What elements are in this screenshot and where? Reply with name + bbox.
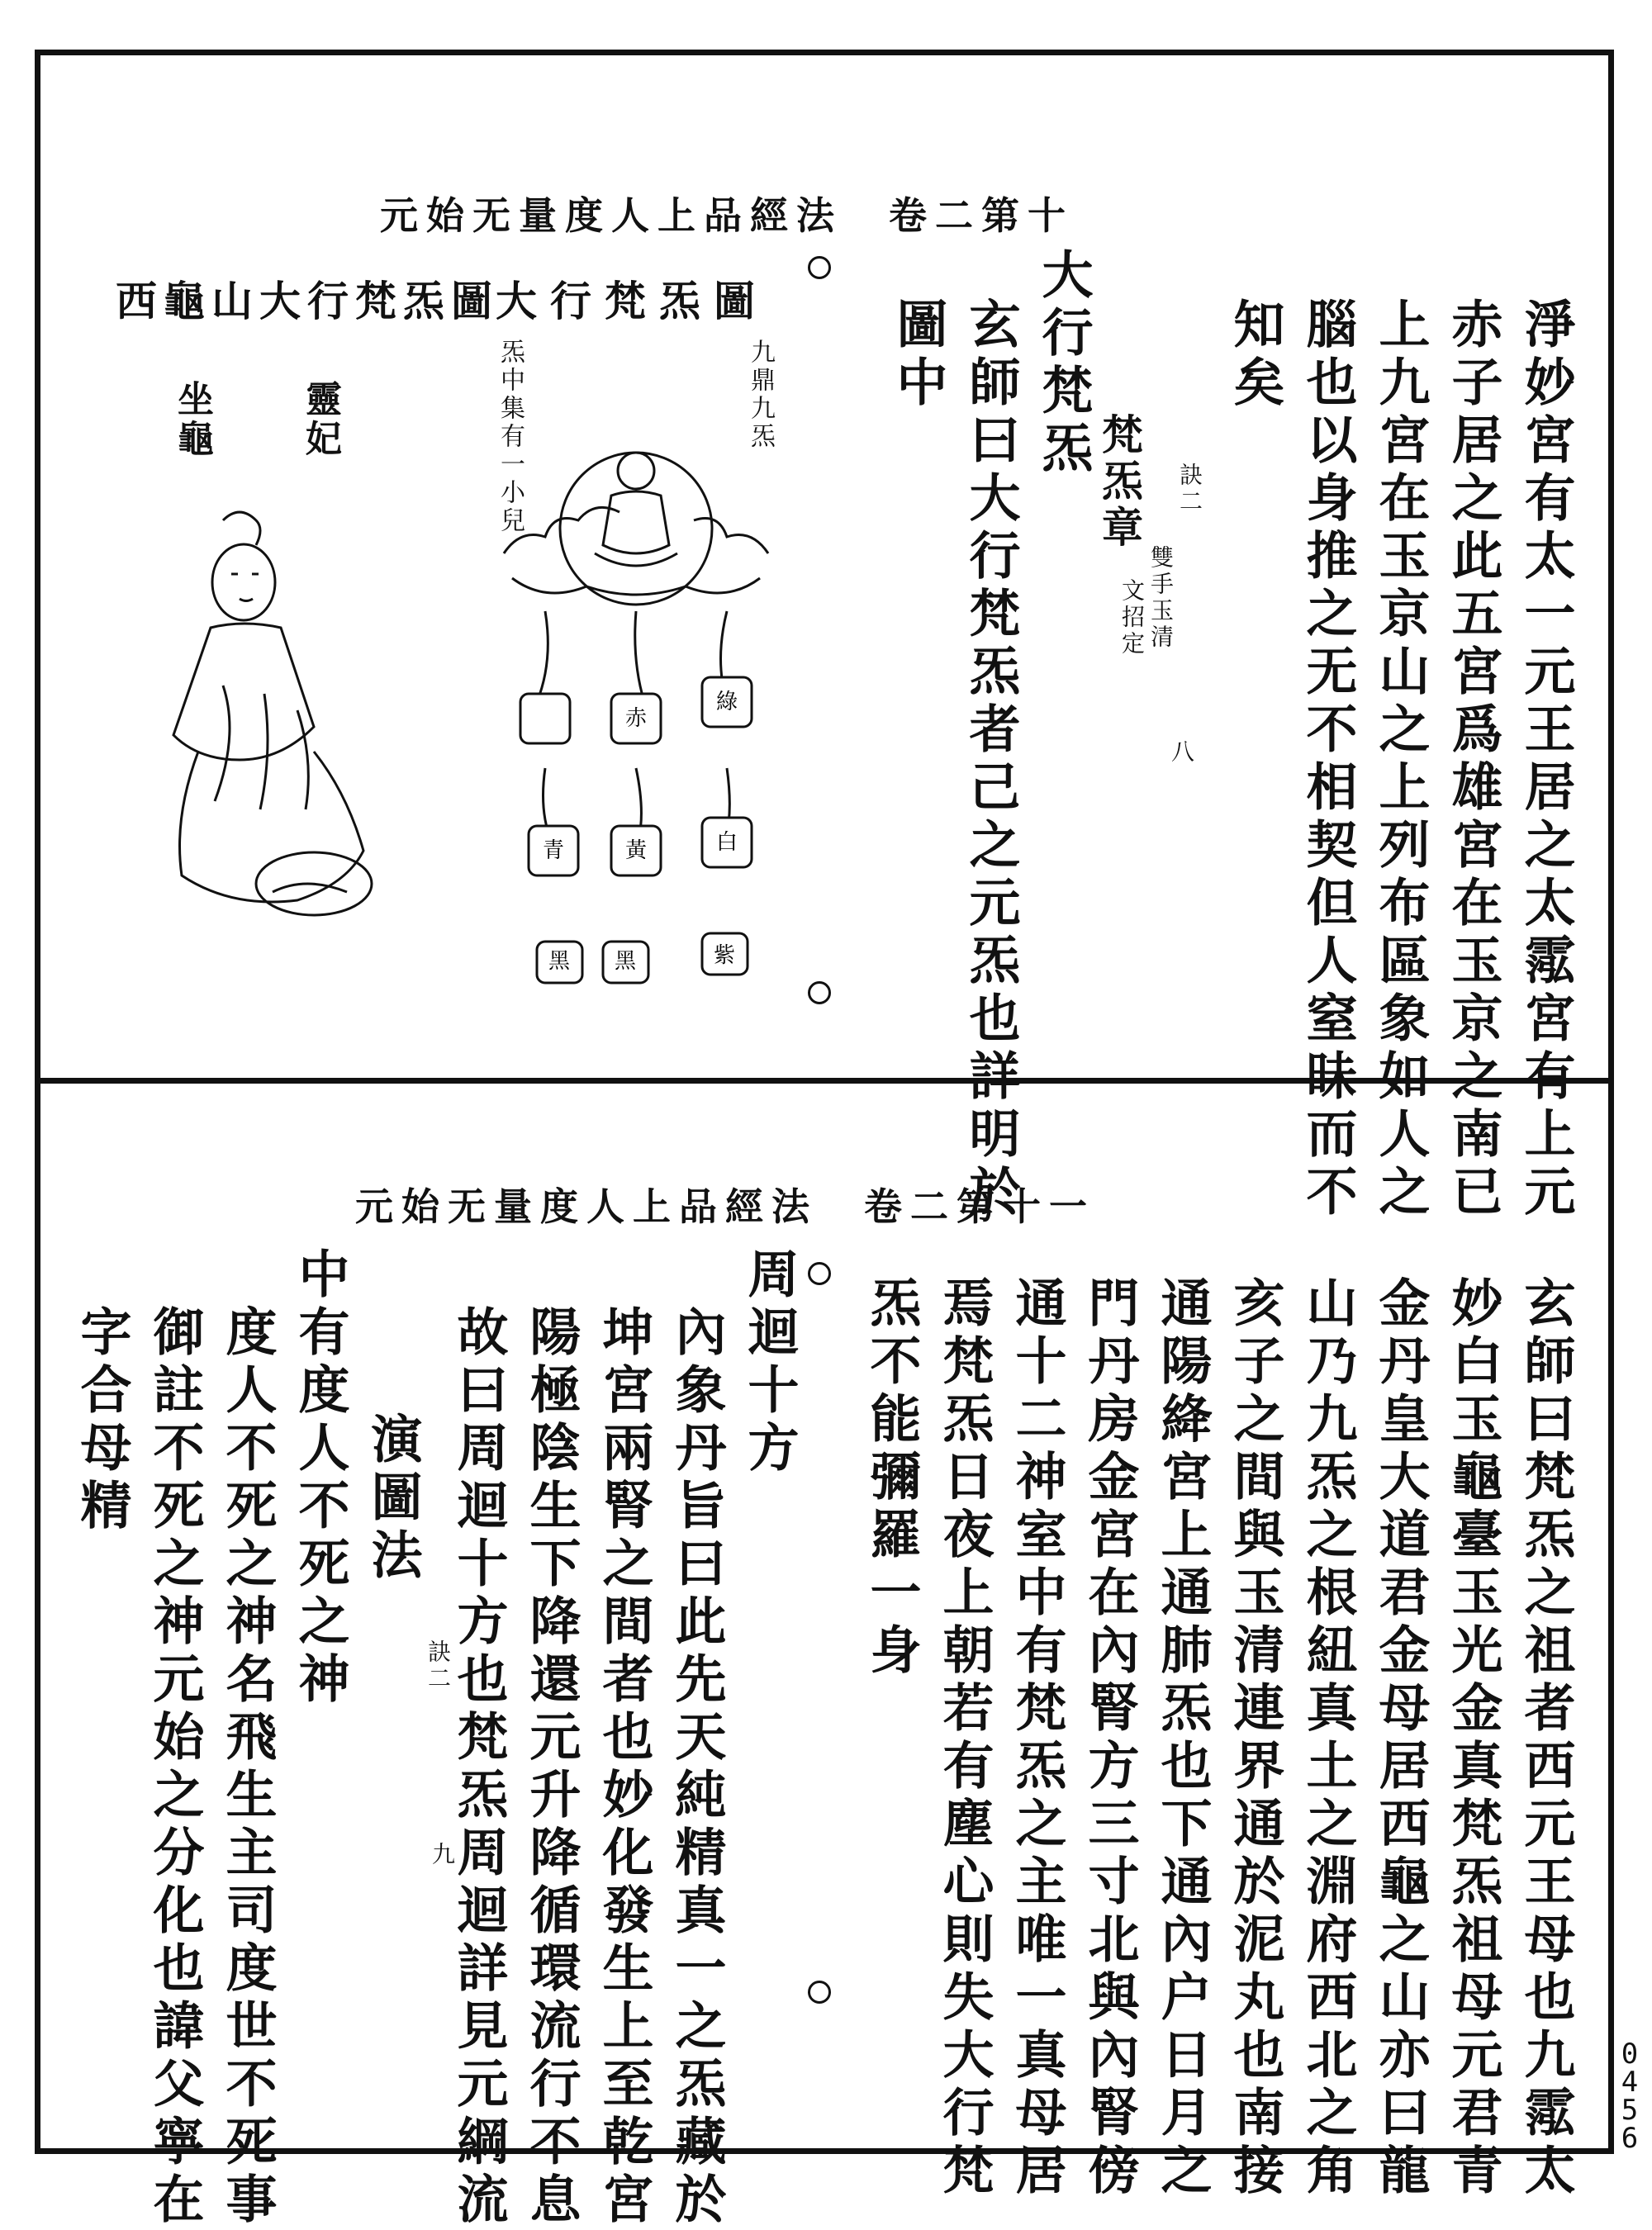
bottom-text-column: 金丹皇大道君金母居西龜之山亦曰龍 xyxy=(1370,1276,1431,2201)
top-text-column: 淨妙宮有太一元王居之太霐宮有上元 xyxy=(1516,297,1576,1222)
fan-qi-note: 文招定 xyxy=(1118,578,1146,657)
commentary-column: 玄師曰大行梵炁者己之元炁也詳明於 xyxy=(961,297,1021,1222)
bottom-text-column: 炁不能彌羅一身 xyxy=(862,1276,922,1681)
figure2-label: 靈妃 xyxy=(299,380,341,459)
bottom-text-column: 山乃九炁之根紐真土之淵府西北之角 xyxy=(1298,1276,1358,2201)
commentary-column: 御註不死之神元始之分化也諱父寧在 xyxy=(145,1305,205,2230)
fan-qi-note: 雙手玉清 xyxy=(1147,545,1175,651)
figure1-caption: 大行梵炁圖 xyxy=(496,277,768,325)
fan-qi-zhang: 梵炁章 xyxy=(1095,413,1144,552)
vessel-label: 綠 xyxy=(715,690,738,714)
commentary-column: 度人不死之神名飛生主司度世不死事 xyxy=(217,1305,278,2230)
binding-hole xyxy=(808,1262,831,1285)
figure2-caption: 西龜山大行梵炁圖 xyxy=(116,277,499,325)
bottom-text-column: 妙白玉龜臺玉光金真梵炁祖母元君青 xyxy=(1443,1276,1503,2201)
commentary-column: 故曰周迴十方也梵炁周迴詳見元綱流 xyxy=(449,1305,509,2230)
vessel-label: 白 xyxy=(715,830,738,855)
small-mark: 八 xyxy=(1168,739,1195,766)
binding-hole xyxy=(808,981,831,1004)
vessel-label: 黑 xyxy=(614,949,637,974)
vessel-label: 紫 xyxy=(713,943,736,968)
top-text-column: 知矣 xyxy=(1225,297,1285,413)
top-page-header: 元始无量度人上品經法 卷二第十 xyxy=(380,193,1074,238)
commentary-column: 圖中 xyxy=(888,297,948,413)
figure1-illustration xyxy=(496,413,776,991)
fan-qi-note: 訣二 xyxy=(1176,463,1203,515)
note-mark: 訣二 xyxy=(425,1639,452,1692)
commentary-column: 字合母精 xyxy=(72,1305,132,1536)
vessel-label: 青 xyxy=(542,838,565,863)
top-text-column: 上九宮在玉京山之上列布區象如人之 xyxy=(1370,297,1431,1222)
bottom-text-column: 亥子之間與玉清連界通於泥丸也南接 xyxy=(1225,1276,1285,2201)
commentary-column: 坤宮兩腎之間者也妙化發生上至乾宮 xyxy=(594,1305,654,2230)
figure1-label: 九鼎九炁 xyxy=(746,339,775,451)
bottom-text-column: 門丹房金宮在內腎方三寸北與內腎傍 xyxy=(1080,1276,1140,2201)
bottom-text-column: 玄師曰梵炁之祖者西元王母也九霐太 xyxy=(1516,1276,1576,2201)
note-mark: 九 xyxy=(429,1842,456,1868)
top-text-column: 赤子居之此五宮爲雄宮在玉京之南已 xyxy=(1443,297,1503,1222)
bottom-text-column: 通陽絳宮上通肺炁也下通內户日月之 xyxy=(1152,1276,1213,2201)
commentary-column: 陽極陰生下降還元升降循環流行不息 xyxy=(521,1305,582,2230)
figure2-illustration xyxy=(132,504,396,933)
section-title: 中有度人不死之神 xyxy=(290,1247,350,1710)
figure2-label: 坐龜 xyxy=(171,380,213,459)
binding-hole xyxy=(808,1981,831,2004)
vessel-label: 赤 xyxy=(624,706,648,731)
top-text-column: 腦也以身推之无不相契但人窒昧而不 xyxy=(1298,297,1358,1222)
section-title: 演圖法 xyxy=(363,1412,423,1586)
section-title: 大行梵炁 xyxy=(1033,248,1094,479)
vessel-label: 黑 xyxy=(548,949,571,974)
vessel-label: 黃 xyxy=(624,838,648,863)
bottom-text-column: 焉梵炁日夜上朝若有塵心則失大行梵 xyxy=(934,1276,995,2201)
page-number: 0 4 5 6 xyxy=(1621,2038,1639,2155)
binding-hole xyxy=(808,256,831,279)
section-title: 周迴十方 xyxy=(739,1247,800,1478)
figure1-label: 炁中集有一小兒 xyxy=(496,339,525,535)
bottom-page-header: 元始无量度人上品經法 卷二第十一 xyxy=(355,1184,1095,1229)
bottom-text-column: 通十二神室中有梵炁之主唯一真母居 xyxy=(1007,1276,1067,2201)
commentary-column: 內象丹旨曰此先天純精真一之炁藏於 xyxy=(667,1305,727,2230)
